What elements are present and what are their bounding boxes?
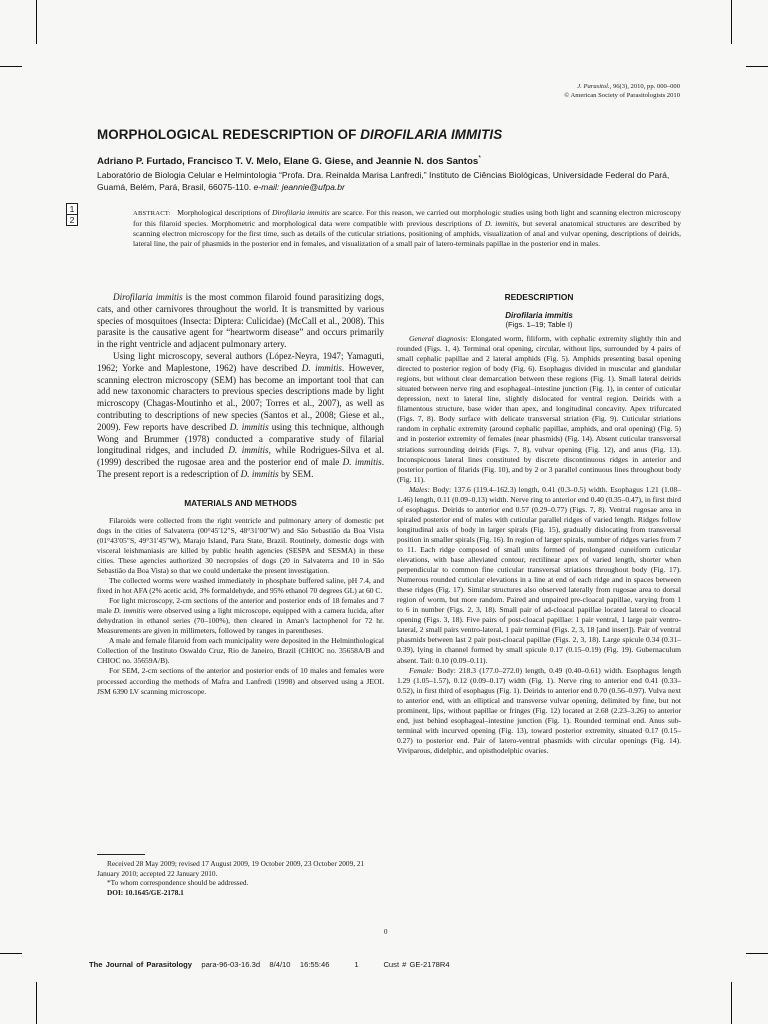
- received-dates: Received 28 May 2009; revised 17 August 2009, 19 October 2009, 23 October 2009, 21 January 2010; accepted 22 January 2010.: [97, 859, 365, 878]
- methods-heading: MATERIALS AND METHODS: [184, 497, 297, 508]
- crop-mark: [36, 982, 37, 1024]
- female-description: [397, 666, 681, 756]
- intro-paragraph: [97, 292, 384, 351]
- title-main: MORPHOLOGICAL REDESCRIPTION OF: [97, 127, 361, 142]
- methods-paragraph: Filaroids were collected from the right ventricle and pulmonary artery of domestic pet dogs in the cities of Salvaterra (00°45′12″S, 48°31′00″W) and São Sebastião da Boa Vista (01°43′05″S, 49°31′45″W), Marajo Island, Para State, Brazil. Routinely, domestic dogs with visceral leishmaniasis are killed by public health agencies (SESPA and SESMA) in these cities. These agencies authorized 30 necropsies of dogs (20 in Salvaterra and 10 in São Sebastião da Boa Vista) so that we could undertake the present investigation.: [97, 515, 384, 575]
- email-address: jeannie@ufpa.br: [281, 181, 345, 192]
- footer-journal: The Journal of Parasitology: [89, 960, 193, 969]
- footer-date: 8/4/10: [269, 960, 291, 969]
- crop-mark: [731, 0, 732, 44]
- abstract-text: Morphological descriptions of: [177, 208, 272, 217]
- methods-paragraph: [97, 596, 384, 636]
- journal-citation-line: J. Parasitol., 96(3), 2010, pp. 000–000: [577, 83, 680, 90]
- production-footer: [89, 960, 450, 969]
- affiliation: [97, 170, 681, 193]
- right-column: [397, 292, 681, 756]
- email-label: e-mail:: [253, 181, 280, 192]
- journal-copyright: © American Society of Parasitologists 2010: [564, 91, 680, 99]
- corresponding-mark: *: [478, 155, 481, 162]
- redescription-text: Body: 137.6 (119.4–162.3) length, 0.41 (0.3–0.5) width. Esophagus 1.21 (1.08–1.46) length, 0.11 (0.09–0.13) width. Nerve ring to anterior end 0.40 (0.35–0.47), in first third of esophagus. Deirids to anterior end 0.57 (0.29–0.77) (Figs. 7, 8). Ventral rugosae area in spiraled posterior end of males with cuticular parallel ridges of varied length. Ridges follow longitudinal axis of body in larger spirals (Fig. 15), gradually dislocating from transversal position in smaller spirals (Fig. 16). In region of larger spirals, number of ridges varies from 7 to 11. Each ridge composed of small units formed of prolongated cuneiform cuticular elevations, with base alleviated contour, rectilinear apex of varied length, shorter when perpendicular to common fine cuticular transversal striations throughout body (Fig. 17). Numerous rounded cuticular elevations in a line at end of each ridge and in spaces between these ridges (Fig. 17). Similar structures also observed laterally from rugosae area to dorsal region of worm, but more random. Paired and unpaired pre-cloacal papillae, varying from 1 to 6 in number (Figs. 2, 3, 18). Small pair of ad-cloacal papillae located lateral to cloacal opening (Figs. 3, 18). Five pairs of post-cloacal papillae: 1 pair ventral, 1 large pair ventro-lateral, 2 small pairs ventro-lateral, 1 pair terminal (Figs. 2, 3, 18 [and insert]). Pair of ventral phasmids between last 2 pair post-cloacal papillae (Figs. 2, 3, 18). Large spicule 0.34 (0.31–0.39), lying in channel formed by small spicule 0.17 (0.15–0.19) (Fig. 19). Gubernaculum absent. Tail: 0.10 (0.09–0.11).: [397, 484, 681, 665]
- species-name: D. immitis: [228, 445, 269, 456]
- crop-mark: [0, 66, 22, 67]
- crop-mark: [731, 982, 732, 1024]
- intro-text: . However, scanning electron microscopy (SEM) has become an important tool that can add new taxonomic characters to previous species descriptions made by light microscopy (Chagas-Moutinho et al., 2007; Torres et al., 2007), as well as contributing to descriptions of new species (Santos et al., 2008; Giese et al., 2009). Few reports have described: [97, 362, 385, 432]
- footnote-rule: [97, 854, 145, 855]
- intro-text: by SEM.: [278, 468, 314, 479]
- methods-body: [97, 516, 384, 697]
- males-description: [397, 485, 681, 666]
- intro-text: , while Rodrigues-Silva et al. (1999) described the rugosae area and the posterior end of male: [97, 445, 384, 468]
- crop-mark: [746, 66, 768, 67]
- redescription-text: Body: 218.3 (177.0–272.0) length, 0.49 (0.40–0.61) width. Esophagus length 1.29 (1.05–1.57), 0.12 (0.09–0.17) width (Fig. 1). Nerve ring to anterior end 0.41 (0.33–0.52), in first third of esophagus (Fig. 1). Deirids to anterior end 0.70 (0.56–0.97). Vulva next to anterior end, with an elliptical and transverse vulvar opening, delimited by fine, but not prominent, lips, without papillae or fringes (Fig. 12) located at 2.68 (2.23–3.26) to anterior end, just behind esophageal–intestine junction (Fig. 1). Rounded terminal end. Anus sub-terminal with incurved opening (Fig. 13), toward posterior extremity, situated 0.17 (0.15–0.27) to posterior end. Pair of latero-ventral phasmids with circular openings (Fig. 14). Viviparous, didelphic, and opisthodelphic ovaries.: [397, 665, 681, 755]
- doi: DOI: 10.1645/GE-2178.1: [107, 887, 184, 897]
- crop-mark: [0, 953, 22, 954]
- journal-reference: [564, 83, 680, 100]
- correspondence-note: *To whom correspondence should be addressed.: [107, 878, 249, 888]
- species-name: D. immitis: [342, 457, 382, 468]
- page-marker: 0: [384, 928, 388, 936]
- author-list: [97, 155, 481, 167]
- footer-cust: Cust # GE-2178R4: [383, 960, 450, 969]
- abstract-label: ABSTRACT:: [133, 210, 171, 217]
- abstract-text: are scarce. For this reason, we carried out morphologic studies using both light and scanning electron microscopy for this filaroid species. Morphometric and morphological data were compatible with previous descriptions of: [133, 208, 682, 228]
- intro-paragraph: [97, 351, 384, 481]
- journal-citation: 96(3), 2010, pp. 000–000: [612, 83, 680, 90]
- intro-text: is the most common filaroid found parasitizing dogs, cats, and other carnivores throughout the world. It is transmitted by various species of mosquitoes (Insecta: Diptera: Culicidae) (McCall et al., 2008). This parasite is the causative agent for “heartworm disease” and occurs primarily in the right ventricle and adjacent pulmonary artery.: [97, 292, 384, 350]
- figures-reference: (Figs. 1–19; Table I): [505, 320, 573, 329]
- paragraph-label: Males:: [409, 484, 430, 494]
- footer-file: para-96-03-16.3d: [201, 960, 261, 969]
- intro-text: Using light microscopy, several authors (López-Neyra, 1947; Yamaguti, 1962; Yorke and Maplestone, 1962) have described: [97, 350, 384, 373]
- left-column: [97, 292, 384, 697]
- methods-paragraph: For SEM, 2-cm sections of the anterior and posterior ends of 10 males and females were processed according the methods of Mafra and Lanfredi (1998) and observed using a JEOL JSM 6390 LV scanning microscope.: [97, 666, 384, 696]
- paragraph-label: General diagnosis:: [409, 334, 468, 343]
- species-name: D. immitis: [240, 468, 279, 479]
- crop-mark: [746, 953, 768, 954]
- species-subheading: [397, 311, 681, 329]
- redescription-body: [397, 334, 681, 756]
- affiliation-text: Laboratório de Biologia Celular e Helmintologia “Profa. Dra. Reinalda Marisa Lanfredi,” Instituto de Ciências Biológicas, Universidade Federal do Pará, Guamá, Belém, Pará, Brasil, 66075-110.: [97, 170, 670, 192]
- footer-page: 1: [354, 960, 359, 969]
- redescription-text: Elongated worm, filiform, with cephalic extremity slightly thin and rounded (Figs. 1, 4). Terminal oral opening, circular, without lips, surrounded by 4 pairs of small cephalic papillae and 2 lateral amphids (Fig. 5). Amphids presenting basal opening directed to posterior region of body (Fig. 6). Esophagus divided in muscular and glandular regions, but without clear demarcation between these regions (Fig. 1). Small lateral deirids situated between nerve ring and esophageal–intestine junction (Fig. 1), in center of cuticular depression, next to lateral line, slightly dislocated for ventral region. Deirids with a filamentous structure, base wider than apex, and longitudinal concavity. Apex trifurcated (Figs. 7, 8). Body surface with delicate transversal striation (Fig. 9). Cuticular striations random in cephalic extremity (around cephalic papillae, amphids, and oral opening) (Fig. 5) and in posterior extremity of females (near phasmids) (Fig. 14). Absent cuticular transversal striations surrounding deirids (Figs. 7, 8), vulvar opening (Fig. 12), and anus (Fig. 13). Inconspicuous lateral lines constituted by discrete discontinuous ridges in anterior and posterior portion of filarids (Fig. 10), and by 2 or 3 parallel continuous lines throughout body (Fig. 11).: [397, 334, 681, 484]
- margin-box-2: 2: [66, 214, 78, 226]
- abstract: [133, 208, 681, 249]
- margin-box-1: 1: [66, 203, 78, 215]
- journal-name: J. Parasitol.: [577, 83, 610, 90]
- redescription-heading: REDESCRIPTION: [504, 292, 574, 302]
- footer-time: 16:55:46: [299, 960, 330, 969]
- intro-text: using this technique, although Wong and Brummer (1978) conducted a comparative study of filarial longitudinal ridges, and included: [97, 421, 384, 456]
- methods-paragraph: The collected worms were washed immediately in phosphate buffered saline, pH 7.4, and fixed in hot AFA (2% acetic acid, 3% formaldehyde, and 95% ethanol 70 degrees GL) at 60 C.: [97, 576, 384, 596]
- general-diagnosis: [397, 334, 681, 485]
- abstract-species: Dirofilaria immitis: [271, 208, 330, 217]
- introduction: [97, 292, 384, 481]
- methods-paragraph: A male and female filaroid from each municipality were deposited in the Helminthological Collection of the Instituto Oswaldo Cruz, Rio de Janeiro, Brazil (CHIOC no. 35658A/B and CHIOC no. 35659A/B).: [97, 636, 384, 666]
- species-name: D. immitis: [301, 362, 342, 373]
- abstract-species: D. immitis: [484, 218, 518, 228]
- methods-text: were observed using a light microscope, equipped with a camera lucida, after dehydration in ethanol series (70–100%), then cleared in Aman's lactophenol for 72 hr. Measurements are given in millimeters, followed by ranges in parentheses.: [97, 606, 385, 636]
- crop-mark: [36, 0, 37, 44]
- species-name: D. immitis: [229, 421, 269, 432]
- author-names: Adriano P. Furtado, Francisco T. V. Melo, Elane G. Giese, and Jeannie N. dos Santos: [97, 156, 479, 168]
- species-heading: Dirofilaria immitis: [505, 311, 573, 320]
- footnotes: [97, 859, 384, 897]
- article-title: [97, 127, 502, 142]
- intro-text: . The present report is a redescription of: [97, 457, 384, 479]
- abstract-text: , but several anatomical structures are described by scanning electron microscopy for the first time, such as details of the cuticular striations, positioning of amphids, visualization of anal and vulvar opening, descriptions of deirids, lateral line, the pair of phasmids in the posterior end in females, and visualization of a small pair of latero-terminals papillae in the posterior end in males.: [133, 218, 682, 248]
- methods-text: For light microscopy, 2-cm sections of the anterior and posterior ends of 18 females and 7 male: [97, 596, 384, 616]
- species-name: D. immitis: [113, 606, 146, 616]
- species-name: Dirofilaria immitis: [113, 292, 183, 302]
- title-species: DIROFILARIA IMMITIS: [360, 127, 503, 142]
- paragraph-label: Female:: [409, 665, 435, 675]
